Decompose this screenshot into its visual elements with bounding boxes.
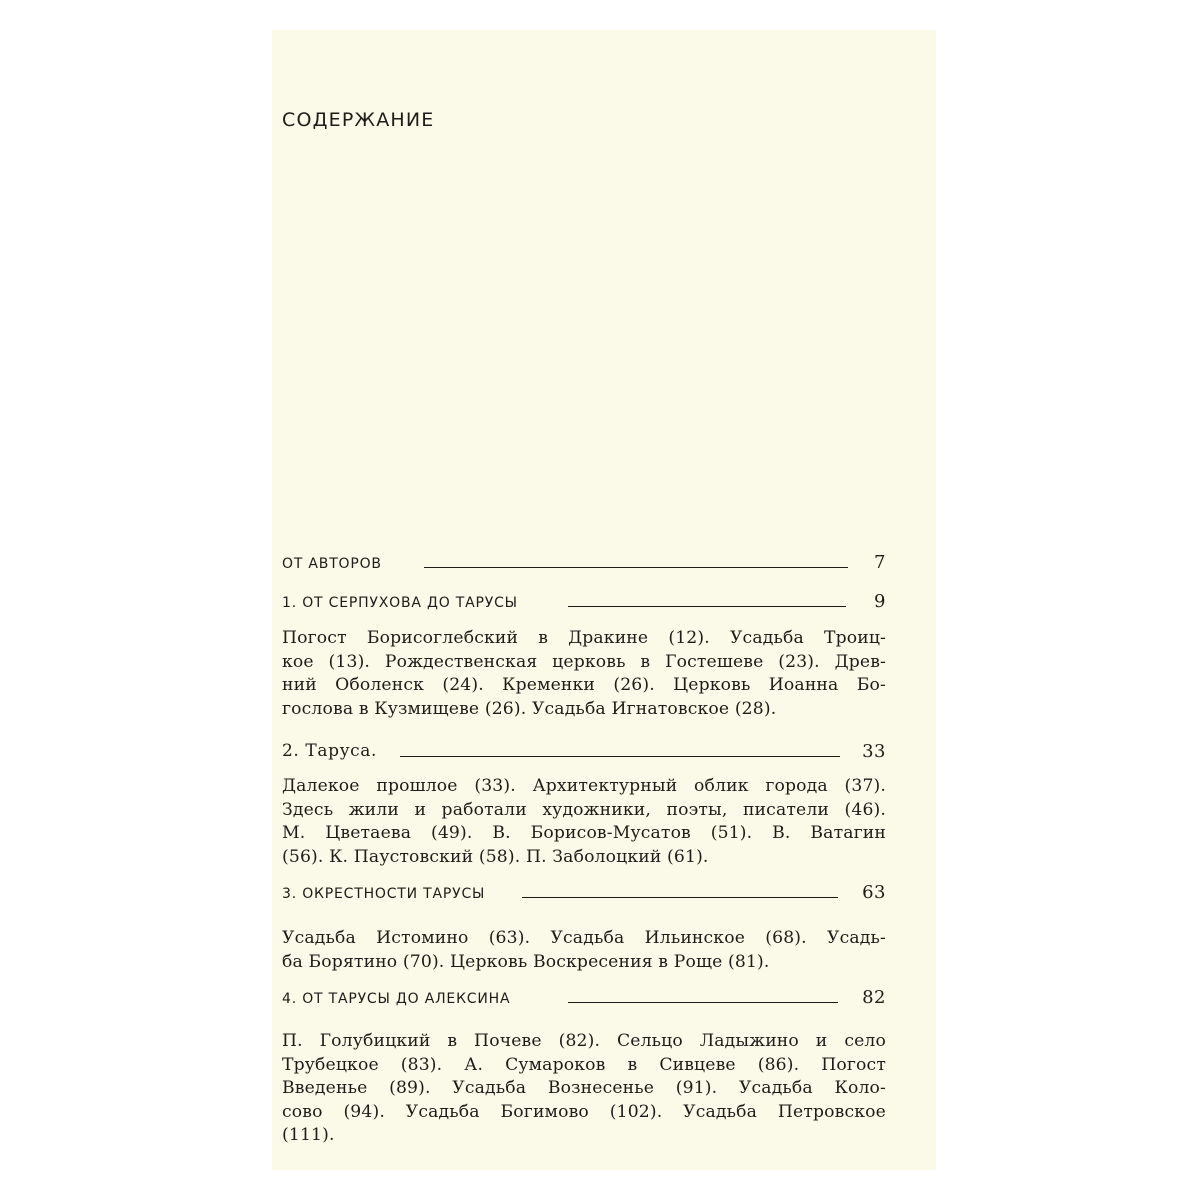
contents-title: СОДЕРЖАНИЕ [282, 109, 435, 131]
description-line: Погост Борисоглебский в Дракине (12). Усадьба Троиц- [282, 628, 886, 648]
toc-page-number: 7 [874, 552, 886, 573]
description-line: (111). [282, 1125, 335, 1145]
toc-entry-description [282, 775, 886, 869]
toc-entry-description [282, 1030, 886, 1148]
toc-entry-description [282, 627, 886, 721]
toc-page-number: 82 [862, 987, 886, 1008]
toc-page-number: 63 [862, 882, 886, 903]
toc-entry-tarusa [282, 739, 886, 763]
description-line: Усадьба Истомино (63). Усадьба Ильинское (68). Усадь- [282, 928, 886, 948]
description-line: кое (13). Рождественская церковь в Гостешеве (23). Древ- [282, 651, 886, 672]
toc-entry-description [282, 927, 886, 974]
description-line: П. Голубицкий в Почеве (82). Сельцо Ладыжино и село [282, 1031, 886, 1051]
toc-leader-rule [424, 567, 848, 568]
toc-page-number: 9 [874, 591, 886, 612]
toc-entry-label: 4. ОТ ТАРУСЫ ДО АЛЕКСИНА [282, 991, 511, 1007]
toc-entry-serpukhov-tarusa [282, 589, 886, 613]
toc-entry-label: ОТ АВТОРОВ [282, 556, 382, 572]
description-line: (56). К. Паустовский (58). П. Заболоцкий (61). [282, 846, 709, 867]
toc-page-number: 33 [862, 741, 886, 762]
description-line: Введенье (89). Усадьба Вознесенье (91). Усадьба Коло- [282, 1078, 886, 1098]
description-line: Трубецкое (83). А. Сумароков в Сивцеве (86). Погост [282, 1054, 886, 1075]
description-line: гослова в Кузмищеве (26). Усадьба Игнатовское (28). [282, 698, 777, 719]
description-line: сово (94). Усадьба Богимово (102). Усадьба Петровское [282, 1101, 886, 1122]
toc-entry-label: 2. Таруса. [282, 741, 378, 761]
toc-entry-label: 1. ОТ СЕРПУХОВА ДО ТАРУСЫ [282, 595, 518, 611]
toc-leader-rule [522, 897, 838, 898]
toc-entry-authors [282, 550, 886, 574]
toc-entry-tarusa-aleksin [282, 985, 886, 1009]
toc-leader-rule [568, 1002, 838, 1003]
description-line: ний Оболенск (24). Кременки (26). Церковь Иоанна Бо- [282, 675, 886, 695]
toc-entry-label: 3. ОКРЕСТНОСТИ ТАРУСЫ [282, 886, 486, 902]
toc-leader-rule [400, 756, 840, 757]
book-page [272, 30, 936, 1170]
description-line: ба Борятино (70). Церковь Воскресения в Роще (81). [282, 951, 770, 972]
toc-leader-rule [568, 606, 846, 607]
description-line: Далекое прошлое (33). Архитектурный облик города (37). [282, 776, 886, 796]
description-line: М. Цветаева (49). В. Борисов-Мусатов (51). В. Ватагин [282, 823, 886, 843]
description-line: Здесь жили и работали художники, поэты, писатели (46). [282, 799, 886, 820]
toc-entry-tarusa-surroundings [282, 880, 886, 904]
